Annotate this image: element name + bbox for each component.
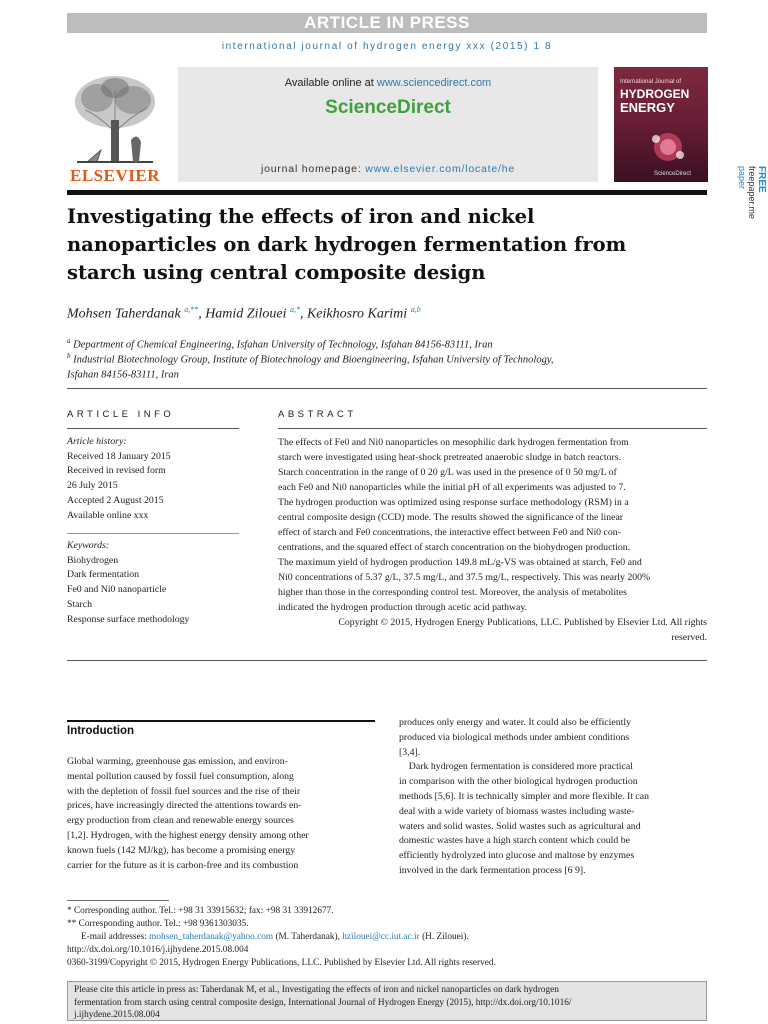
author-list: Mohsen Taherdanak $^{a,**}$, Hamid Zilouei $^{a,*}$, Keikhosro Karimi $^{a,b}$ [67,305,421,322]
journal-homepage: journal homepage: www.elsevier.com/locate/he [260,163,516,175]
article-title: Investigating the effects of iron and nickel nanoparticles on dark hydrogen fermentation from starch using central composite design [67,205,627,284]
intro-rule [67,720,375,722]
freepaper-badge-graphic [735,106,765,236]
affiliation: $^b$ Industrial Biotechnology Group, Institute of Biotechnology and Bioengineering, Isfahan University of Technology, [67,352,554,366]
elsevier-logo [67,70,163,188]
footnote-rule [67,900,169,901]
author-name[interactable]: Mohsen Taherdanak [67,306,181,322]
badge-word-free: FREE [756,166,767,193]
author-name[interactable]: Hamid Zilouei [205,306,287,322]
issn-copyright: 0360-3199/Copyright © 2015, Hydrogen Energy Publications, LLC. Published by Elsevier Ltd. All rights reserved. [67,958,496,968]
article-info-rule [67,428,239,429]
badge-word-site: freepaper.me [747,166,757,220]
intro-left-column: Global warming, greenhouse gas emission, and environ- mental pollution caused by fossil fuel consumption, along with the depletion of fossil fuel sources and the rise of their prices, have increasingly directed the attentions towards en- ergy production from clean and renewable energy sources [1,2]. Hydrogen, with the highest energy density among other known fuels (142 MJ/kg), has become a promising energy carrier for the future as it is carbon-free and its combustion [67,756,309,871]
sciencedirect-logo: ScienceDirect [325,97,451,118]
affiliation: $^a$ Department of Chemical Engineering, Isfahan University of Technology, Isfahan 84156-83111, Iran [67,337,493,351]
citation-box [67,981,707,1021]
affiliation: Isfahan 84156-83111, Iran [67,369,179,381]
keywords: Keywords: Biohydrogen Dark fermentation Fe0 and Ni0 nanoparticle Starch Response surface methodology [67,540,190,625]
abstract-rule [278,428,707,429]
elsevier-tree-icon [67,70,163,166]
journal-cover: International Journal of HYDROGEN ENERGY ScienceDirect [614,67,708,182]
doi-link[interactable]: http://dx.doi.org/10.1016/j.ijhydene.2015.08.004 [67,945,249,955]
intro-right-column: produces only energy and water. It could also be efficiently produced via biological methods under ambient conditions [3,4]. Dark hydrogen fermentation is considered more practical in comparison with the other biological hydrogen production methods [5,6]. It is technically simpler and more flexible. It can deal with a wide variety of biomass wastes including waste- waters and solid wastes. Solid wastes such as agricultural and domestic wastes have a high starch content which could be efficiently hydrolyzed into glucose and maltose by enzymes involved in the dark fermentation process [6 9]. [399,717,650,876]
journal-running-head: international journal of hydrogen energy xxx (2015) 1 8 [221,41,553,52]
article-history: Article history: Received 18 January 2015 Received in revised form 26 July 2015 Accepted 2 August 2015 Available online xxx [67,436,171,521]
author-name[interactable]: Keikhosro Karimi [306,306,408,322]
citation-text: Please cite this article in press as: Taherdanak M, et al., Investigating the effects of iron and nickel nanoparticles on dark hydrogen fermentation from starch using central composite design, International Journal of Hydrogen Energy (2015), http://dx.doi.org/10.1016/ j.ijhydene.2015.08.004 [74,985,572,1020]
available-online: Available online at www.sciencedirect.com [284,77,492,89]
badge-word-paper: paper [737,166,747,190]
article-in-press-banner: ARTICLE IN PRESS [67,13,707,33]
sciencedirect-link[interactable]: www.sciencedirect.com [376,77,492,89]
copyright-notice: Copyright © 2015, Hydrogen Energy Publications, LLC. Published by Elsevier Ltd. All rights [338,617,707,628]
keywords-rule [67,533,239,534]
abstract-text: The effects of Fe0 and Ni0 nanoparticles on mesophilic dark hydrogen fermentation from starch were investigated using heat-shock pretreated anaerobic sludge in batch reactors. Starch concentration in the range of 0 20 g/L was used in the presence of 0 50 mg/L of each Fe0 and Ni0 nanoparticles while the initial pH of all experiments was adjusted to 7. The hydrogen production was optimized using response surface methodology (RSM) in a central composite design (CCD) mode. The results showed the significance of the linear effect of starch and Fe0 concentrations, the interactive effect between Fe0 and Ni0 con- centrations, and the squared effect of starch concentration on the biohydrogen production. The maximum yield of hydrogen production 149.8 mL/g-VS was obtained at starch, Fe0 and Ni0 concentrations of 5.37 g/L, 37.5 mg/L, and 37.5 mg/L, respectively. This was nearly 200% higher than those in the corresponding control test. Moreover, the analysis of metabolites indicated the hydrogen production through acetic acid pathway. Copyright © 2015, Hydrogen Energy Publications, LLC. Published by Elsevier Ltd. All rights reserved. [278,437,707,643]
article-info-heading: ARTICLE INFO [67,409,175,420]
footnote-corresponding-2: ** Corresponding author. Tel.: +98 9361303035. [67,919,249,929]
section-rule [67,388,707,389]
header-rule [67,190,707,195]
journal-homepage-link[interactable]: www.elsevier.com/locate/he [365,163,516,175]
footnote-emails: E-mail addresses: mohsen_taherdanak@yahoo.com (M. Taherdanak), hzilouei@cc.iut.ac.ir (H. Zilouei). [81,932,469,942]
email-link[interactable]: hzilouei@cc.iut.ac.ir [342,932,420,942]
email-link[interactable]: mohsen_taherdanak@yahoo.com [149,932,274,942]
abstract-heading: ABSTRACT [278,409,357,420]
footnote-corresponding-1: * Corresponding author. Tel.: +98 31 33915632; fax: +98 31 33912677. [67,906,334,916]
sciencedirect-header [178,67,598,182]
cover-molecule-icon [646,125,690,169]
freepaper-badge [735,106,765,236]
intro-heading: Introduction [67,725,135,737]
section-rule [67,660,707,661]
elsevier-wordmark: ELSEVIER [70,166,160,185]
